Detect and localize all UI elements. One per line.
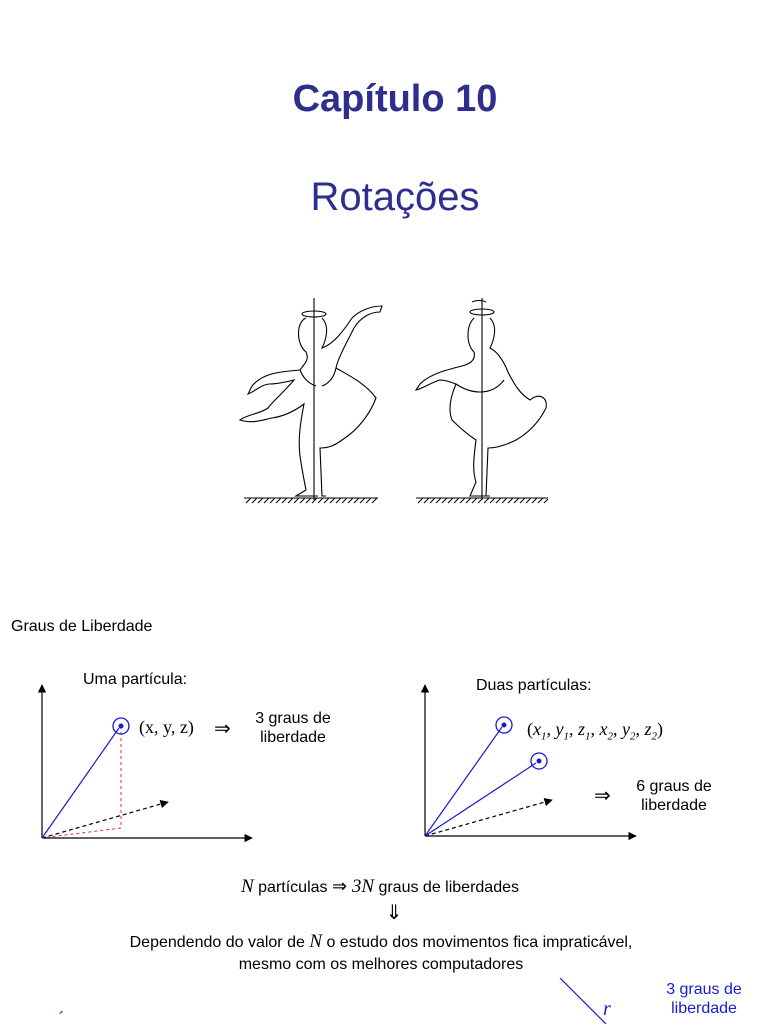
one-particle-coords: (x, y, z): [139, 717, 194, 737]
one-particle-dof: 3 graus de liberdade: [255, 710, 331, 747]
conclusion-line-2: mesmo com os melhores computadores: [238, 956, 524, 973]
axes-one-particle: [42, 685, 252, 838]
position-vector-particle-1: [425, 727, 502, 836]
partial-vector-line: [560, 978, 606, 1024]
chapter-title: Capítulo 10: [292, 78, 498, 120]
implies-arrow-two: ⇒: [594, 785, 611, 807]
partial-dof-label: 3 graus de liberdade: [666, 981, 742, 1018]
one-particle-label: Uma partícula:: [83, 671, 188, 688]
partial-edge-mark: ´: [58, 1008, 64, 1028]
implies-arrow-one: ⇒: [214, 718, 231, 740]
section-heading: Graus de Liberdade: [11, 618, 153, 635]
particle-1-core: [502, 723, 507, 728]
two-particles-coords: ($x_1$, $y_1$, $z_1$, $x_2$, $y_2$, $z_2$): [527, 719, 664, 743]
ground-left: [244, 498, 378, 503]
particle-2-core: [537, 759, 542, 764]
conclusion-line-1: Dependendo do valor de N o estudo dos movimentos fica impraticável,: [129, 931, 633, 952]
position-vector-particle-2: [425, 763, 536, 836]
ballerina-illustration-left: [240, 298, 382, 500]
chapter-subtitle: Rotações: [310, 175, 480, 219]
vector-r-label: r: [603, 998, 611, 1020]
two-particles-label: Duas partículas:: [476, 677, 592, 694]
particle-one-core: [119, 724, 124, 729]
n-particles-line: N partículas ⇒ 3N graus de liberdades: [241, 876, 519, 897]
two-particles-dof: 6 graus de liberdade: [636, 778, 712, 815]
position-vector-one-particle: [42, 728, 119, 838]
ground-right: [416, 498, 548, 503]
down-arrow: ⇓: [385, 902, 403, 924]
ballerina-illustration-right: [416, 298, 546, 500]
